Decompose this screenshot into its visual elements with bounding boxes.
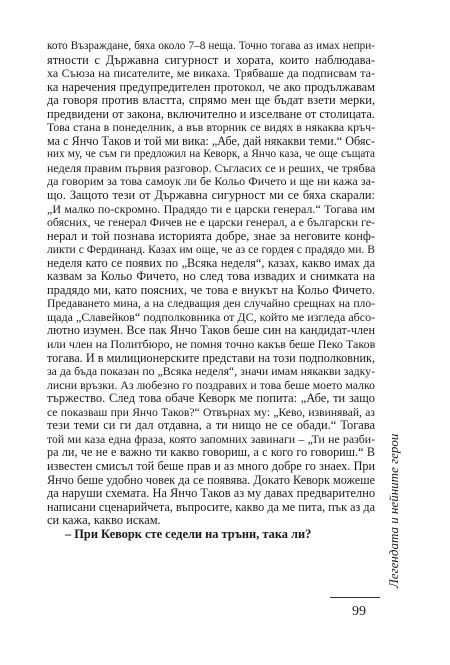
footer-divider xyxy=(330,597,380,598)
text-line: що. Защото тези от Държавна сигурност ми се бяха скарали: xyxy=(47,189,375,203)
text-line: си кажа, какво искам. xyxy=(47,514,161,528)
text-line: казвам за Кольо Фичето, но след това извадих и снимката на xyxy=(47,270,375,284)
text-line: или член на Политбюро, не помня точно какъв беше Пеко Таков xyxy=(47,338,375,352)
text-line: неделя като се появих по „Всяка неделя“, казах, какво имах да xyxy=(47,256,375,270)
text-line: ра ли, че не е важно ти какво говориш, а с кого го говориш.“ В xyxy=(47,446,375,460)
text-line: Това стана в понеделник, а във вторник се видях в някаква кръч- xyxy=(47,121,375,135)
text-line: ка наречения предупредителен протокол, че ако продължавам xyxy=(47,80,375,94)
body-text xyxy=(47,40,375,541)
text-line: ятности с Държавна сигурност и хората, които наблюдава- xyxy=(47,53,375,67)
text-line: „И малко по-скромно. Прадядо ти е царски генерал.“ Тогава им xyxy=(47,202,375,216)
text-line: да говорим за това самоук ли бе Кольо Фичето и ще ни кажа за- xyxy=(47,175,375,189)
interview-question: – При Кеворк сте седели на тръни, така ли? xyxy=(65,526,312,541)
text-line: предвидени от закона, включително и изселване от столицата. xyxy=(47,107,375,121)
text-line: тогава. И в милиционерските представи на този подполковник, xyxy=(47,351,375,365)
text-line: прадядо ми, като поясних, че това е внукът на Кольо Фичето. xyxy=(47,283,375,297)
text-line: неделя правим първия разговор. Съгласих се и реших, че трябва xyxy=(47,161,375,175)
text-line: ликти с Фердинанд. Казах им още, че аз се гордея с прадядо ми. В xyxy=(47,243,375,257)
page-number: 99 xyxy=(352,604,366,619)
text-line: Янчо беше удобно човек да се появява. Докато Кеворк можеше xyxy=(47,473,375,487)
text-line: тези теми си ги дал отдавна, а ти нищо не се обади.“ Тогава xyxy=(47,419,375,433)
text-line: лисни връзки. Аз любезно го поздравих и това беше моето малко xyxy=(47,378,375,392)
text-line: написани сценарийчета, въпросите, какво да ме пита, пък аз да xyxy=(47,500,375,514)
text-line: кото Възраждане, бяха около 7–8 неща. Точно тогава аз имах непри- xyxy=(47,40,375,52)
text-line: щада „Славейков“ подполковника от ДС, който ме изгледа абсо- xyxy=(47,310,375,324)
text-line: ха Съюза на писателите, ме викаха. Трябваше да подписвам та- xyxy=(47,67,375,81)
text-line: нерал и той познава историята добре, знае за неговите конф- xyxy=(47,229,375,243)
text-line: за да бъда показан по „Всяка неделя“, значи имам някакви задку- xyxy=(47,365,375,379)
text-line: да говоря против властта, спрямо мен ще бъдат взети мерки, xyxy=(47,94,375,108)
running-head-title: Легендата и нейните герои xyxy=(386,433,401,588)
text-line: тържество. След това обаче Кеворк ме попита: „Абе, ти защо xyxy=(47,392,375,406)
text-line: ма с Янчо Таков и той ми вика: „Абе, дай някакви теми.“ Обяс- xyxy=(47,134,375,148)
text-line: обясних, че генерал Фичев не е царски генерал, а е български ге- xyxy=(47,216,375,230)
text-line: той ми каза една фраза, която запомних завинаги – „Ти не разби- xyxy=(47,432,375,446)
text-line: се показваш при Янчо Таков?“ Отвърнах му: „Кево, извинявай, аз xyxy=(47,405,375,419)
text-line: них му, че съм ги предложил на Кеворк, а Янчо каза, че още същата xyxy=(47,148,375,161)
text-line: да наруши схемата. На Янчо Таков аз му давах предварително xyxy=(47,487,375,501)
text-line: Предаването мина, а на следващия ден случайно срещнах на пло- xyxy=(47,297,375,311)
text-line: известен смисъл той беше прав и аз много добре го знаех. При xyxy=(47,459,375,473)
text-line: лютно изумен. Все пак Янчо Таков беше син на кандидат-член xyxy=(47,324,375,338)
